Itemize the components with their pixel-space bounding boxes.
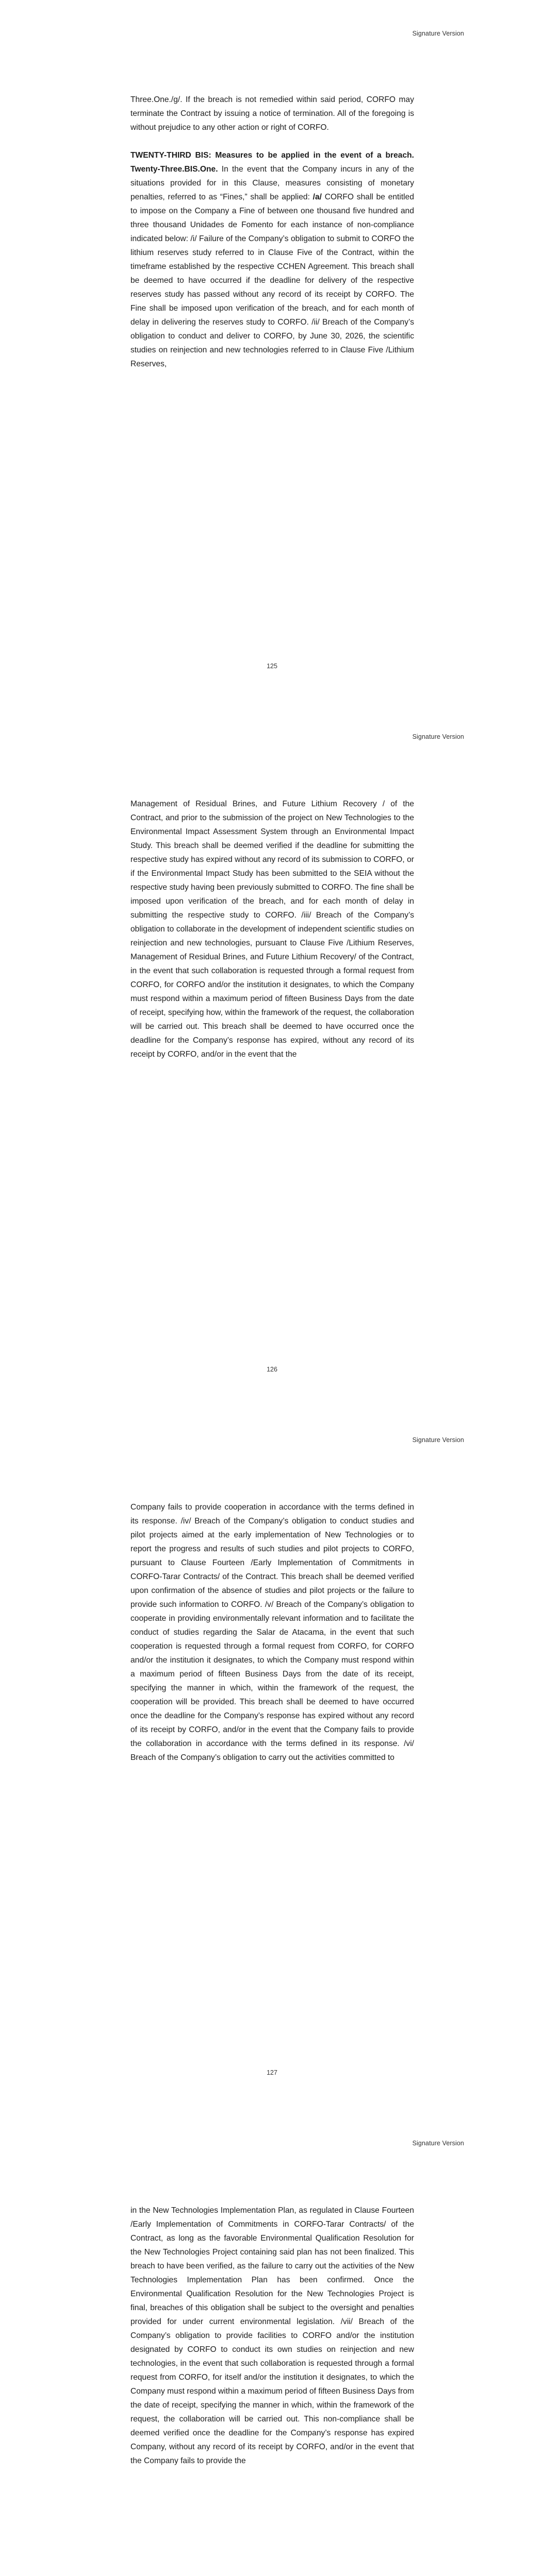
page-number: 125 [267, 663, 277, 670]
clause-item-a-label: /a/ [312, 193, 322, 201]
clause-heading: TWENTY-THIRD BIS: Measures to be applied in the event of a breach. Twenty-Three.BIS.One. [130, 151, 414, 174]
page-number: 126 [267, 1366, 277, 1373]
document-page-127 [0, 1406, 544, 2110]
paragraph-twenty-third-bis [130, 148, 414, 371]
page-header: Signature Version [412, 30, 464, 37]
clause-text-intro: In the event that the Company incurs in any of the situations provided for in this Clause, measures consisting of monetary penalties, referred to as “Fines,” shall be applied: [130, 165, 414, 201]
page-header: Signature Version [412, 2140, 464, 2147]
page-body [130, 1500, 414, 1765]
page-header: Signature Version [412, 733, 464, 740]
paragraph-continuation: Management of Residual Brines, and Future Lithium Recovery / of the Contract, and prior to the submission of the project on New Technologies to the Environmental Impact Assessment System through an Environmental Impact Study. This breach shall be deemed verified if the deadline for submitting the respective study has expired without any record of its submission to CORFO, or if the Environmental Impact Study has been submitted to the SEIA without the respective study having been previously submitted to CORFO. The fine shall be imposed upon verification of the breach, and for each month of delay in submitting the respective study to CORFO. /iii/ Breach of the Company’s obligation to collaborate in the development of independent scientific studies on reinjection and new technologies, pursuant to Clause Five /Lithium Reserves, Management of Residual Brines, and Future Lithium Recovery/ of the Contract, in the event that such collaboration is requested through a formal request from CORFO, for CORFO and/or the institution it designates, to which the Company must respond within a maximum period of fifteen Business Days from the date of receipt, specifying how, within the framework of the request, the collaboration will be carried out. This breach shall be deemed to have occurred once the deadline for the Company’s response has expired, without any record of its receipt by CORFO, and/or in the event that the [130, 800, 414, 1059]
document-page-128 [0, 2110, 544, 2576]
document-page-125 [0, 0, 544, 703]
clause-text-body: CORFO shall be entitled to impose on the Company a Fine of between one thousand five hundred and three thousand Unidades de Fomento for each instance of non-compliance indicated below: /i/ Failure of the Company’s obligation to submit to CORFO the lithium reserves study referred to in Clause Five of the Contract, within the timeframe established by the respective CCHEN Agreement. This breach shall be deemed to have occurred if the deadline for delivery of the respective reserves study has passed without any record of its receipt by CORFO. The Fine shall be imposed upon verification of the breach, and for each month of delay in delivering the reserves study to CORFO. /ii/ Breach of the Company’s obligation to conduct and deliver to CORFO, by June 30, 2026, the scientific studies on reinjection and new technologies referred to in Clause Five /Lithium Reserves, [130, 193, 414, 368]
page-body [130, 2204, 414, 2468]
page-body [130, 93, 414, 371]
paragraph-termination: Three.One./g/. If the breach is not remedied within said period, CORFO may terminate the Contract by issuing a notice of termination. All of the foregoing is without prejudice to any other action or right of CORFO. [130, 95, 414, 132]
paragraph-continuation: Company fails to provide cooperation in accordance with the terms defined in its response. /iv/ Breach of the Company’s obligation to conduct studies and pilot projects aimed at the early implementation of New Technologies or to report the progress and results of such studies and pilot projects to CORFO, pursuant to Clause Fourteen /Early Implementation of Commitments in CORFO-Tarar Contracts/ of the Contract. This breach shall be deemed verified upon confirmation of the absence of studies and pilot projects or the failure to provide such information to CORFO. /v/ Breach of the Company’s obligation to cooperate in providing environmentally relevant information and to facilitate the conduct of studies regarding the Salar de Atacama, in the event that such cooperation is requested through a formal request from CORFO, for CORFO and/or the institution it designates, to which the Company must respond within a maximum period of fifteen Business Days from the date of its receipt, specifying the manner in which, within the framework of the request, the cooperation will be provided. This breach shall be deemed to have occurred once the deadline for the Company’s response has expired without any record of its receipt by CORFO, and/or in the event that the Company fails to provide the collaboration in accordance with the terms defined in its response. /vi/ Breach of the Company’s obligation to carry out the activities committed to [130, 1503, 414, 1762]
paragraph-continuation: in the New Technologies Implementation Plan, as regulated in Clause Fourteen /Early Implementation of Commitments in CORFO-Tarar Contracts/ of the Contract, as long as the favorable Environmental Qualification Resolution for the New Technologies Project containing said plan has not been finalized. This breach to have been verified, as the failure to carry out the activities of the New Technologies Implementation Plan has been confirmed. Once the Environmental Qualification Resolution for the New Technologies Project is final, breaches of this obligation shall be subject to the oversight and penalties provided for under current environmental legislation. /vii/ Breach of the Company’s obligation to provide facilities to CORFO and/or the institution designated by CORFO to conduct its own studies on reinjection and new technologies, in the event that such collaboration is requested through a formal request from CORFO, for itself and/or the institution it designates, to which the Company must respond within a maximum period of fifteen Business Days from the date of receipt, specifying the manner in which, within the framework of the request, the collaboration will be carried out. This non-compliance shall be deemed verified once the deadline for the Company’s response has expired Company, without any record of its receipt by CORFO, and/or in the event that the Company fails to provide the [130, 2206, 414, 2465]
page-body [130, 797, 414, 1061]
document-page-126 [0, 703, 544, 1406]
page-header: Signature Version [412, 1436, 464, 1444]
page-number: 127 [267, 2069, 277, 2076]
